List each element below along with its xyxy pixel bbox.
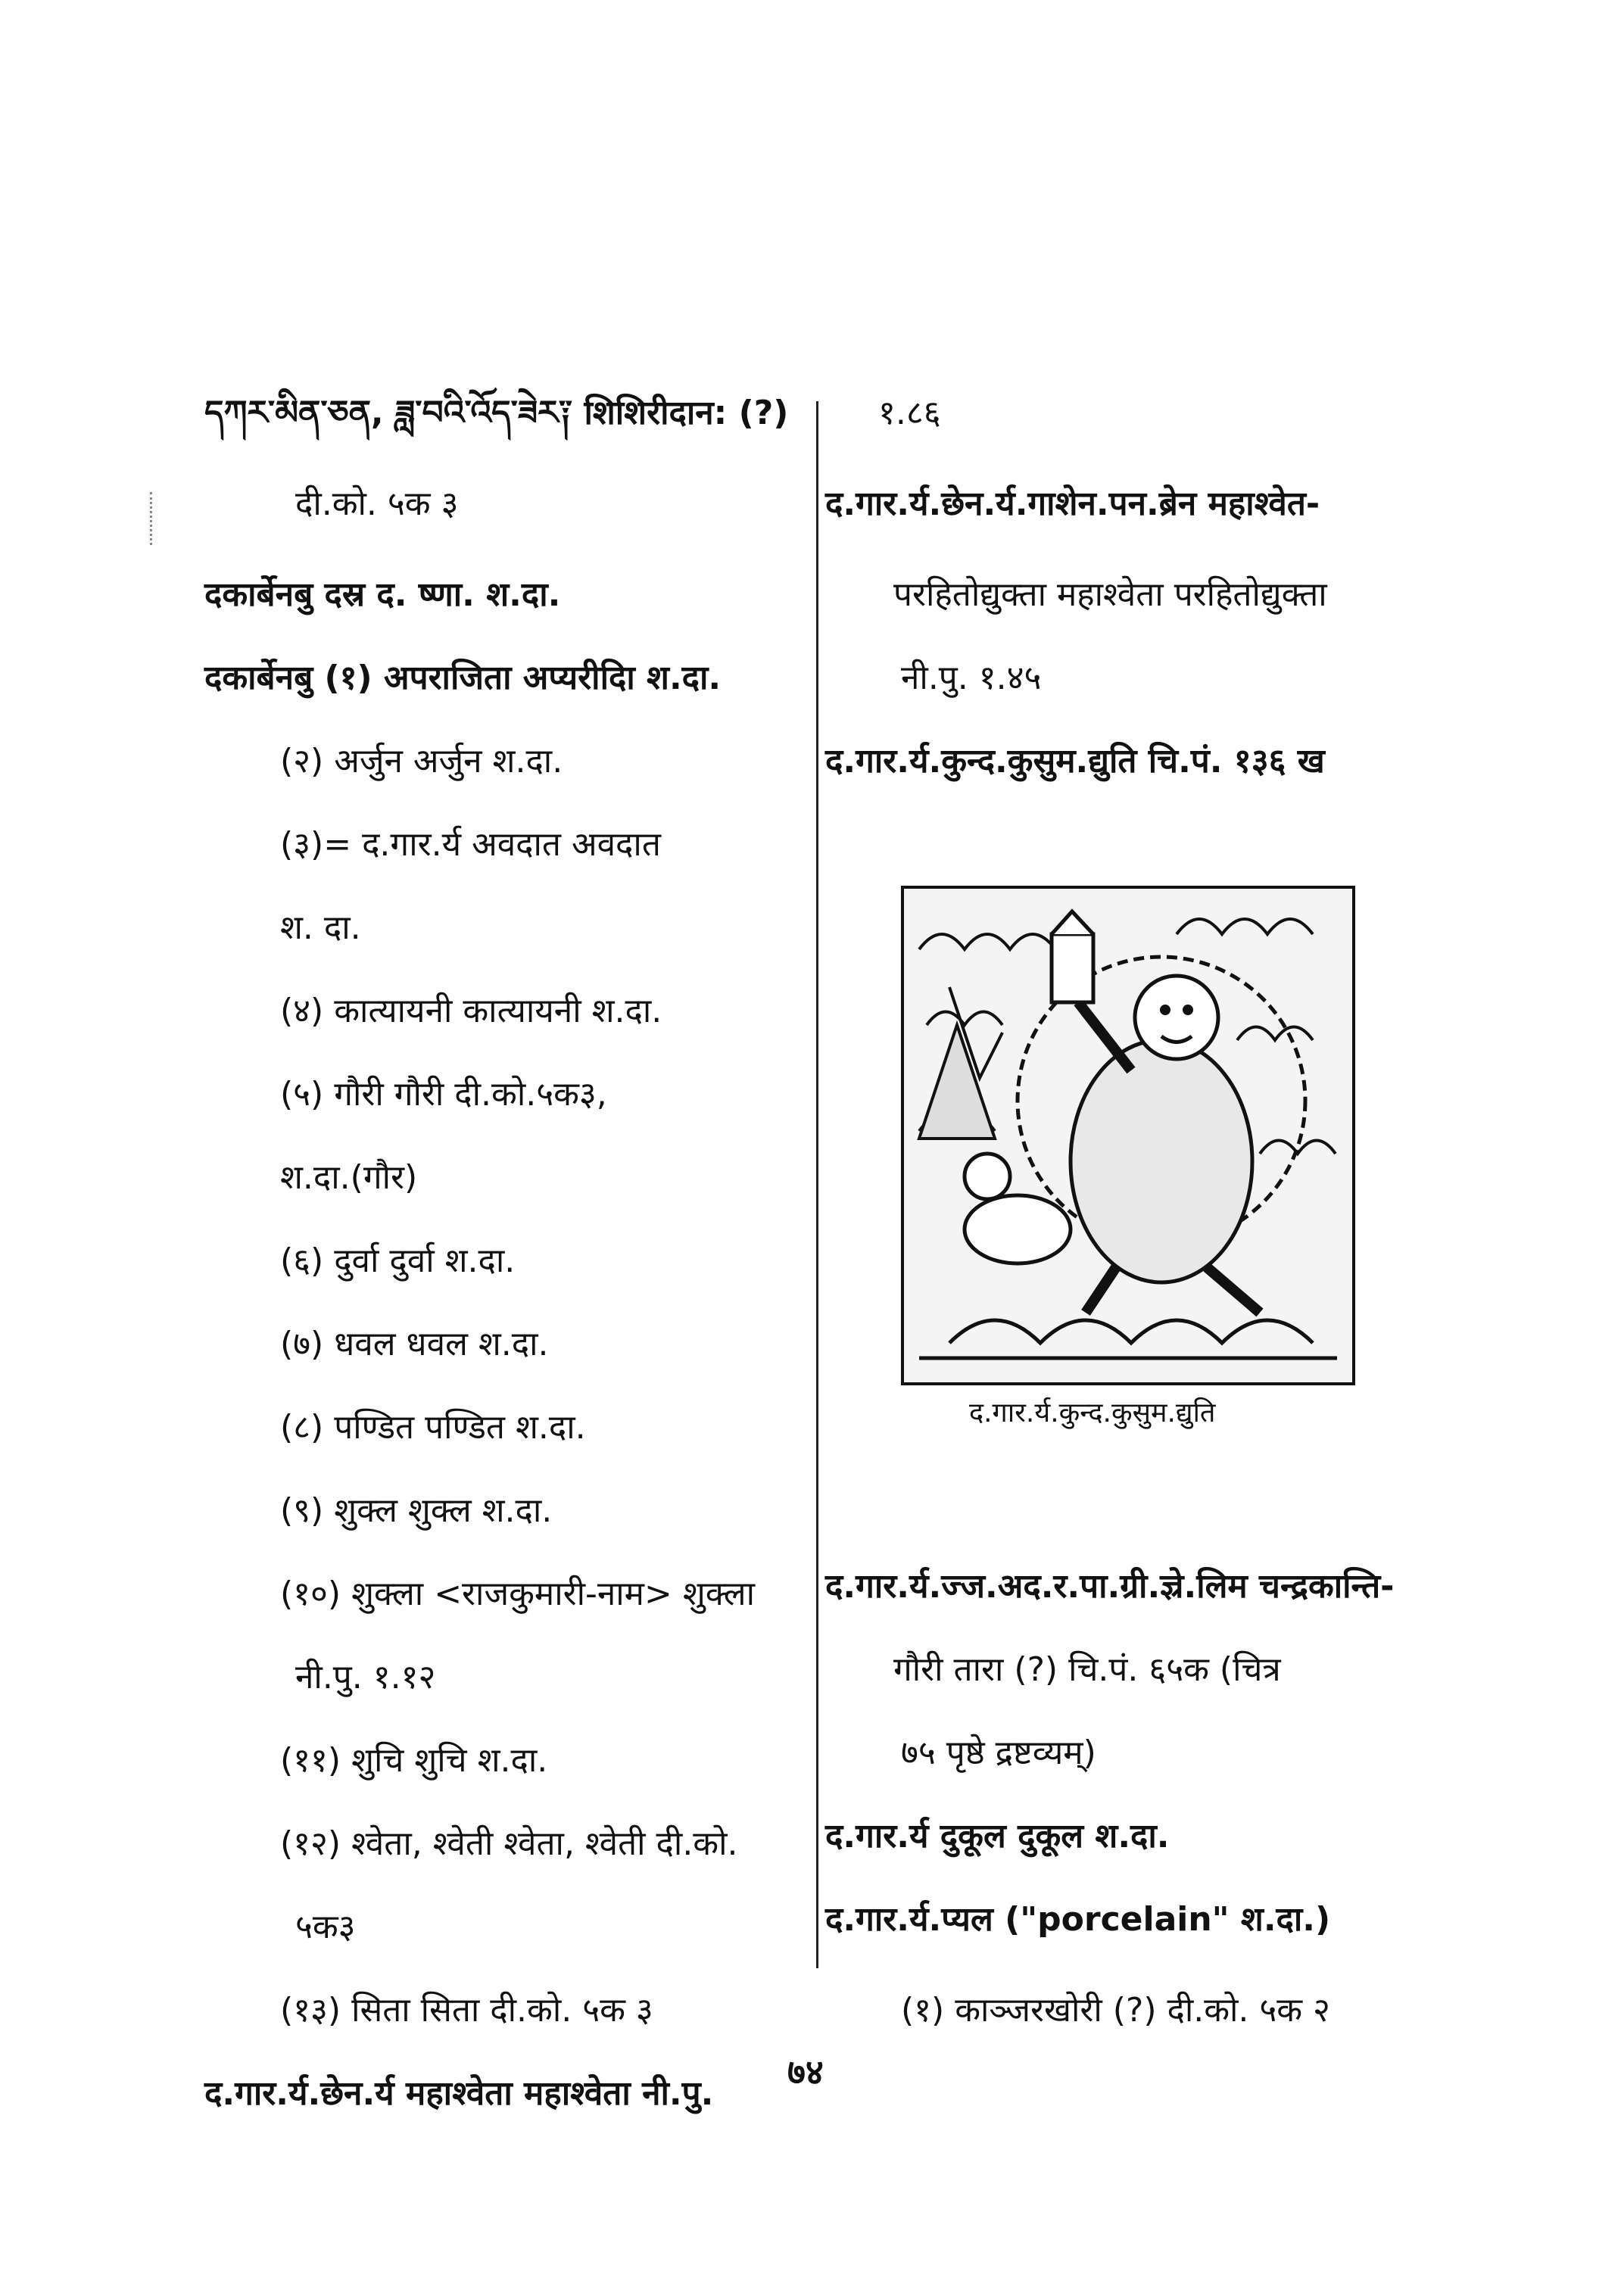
entry-line: (४) कात्यायनी कात्यायनी श.दा. <box>280 992 662 1030</box>
entry-line: (१) काञ्जरखोरी (?) दी.को. ५क २ <box>901 1991 1330 2030</box>
column-divider <box>816 401 818 1968</box>
entry-line: द.गार.र्य.छेन.र्य महाश्वेता महाश्वेता नी.पु. <box>204 2074 714 2113</box>
entry-line: ५क३ <box>295 1908 356 1946</box>
entry-line: (७) धवल धवल श.दा. <box>280 1325 549 1363</box>
entry-line: द.गार.र्य.प्यल ("porcelain" श.दा.) <box>825 1900 1331 1939</box>
entry-line: नी.पु. १.१२ <box>295 1658 436 1696</box>
entry-line: (२) अर्जुन अर्जुन श.दा. <box>280 742 563 780</box>
entry-line: १.८६ <box>878 394 941 432</box>
entry-line: द.गार.र्य.ज्ज.अद.र.पा.ग्री.ज्ञ्रे.लिम चन्द्रकान्ति- <box>825 1567 1395 1606</box>
entry-line: (११) शुचि शुचि श.दा. <box>280 1741 548 1780</box>
entry-line: (१३) सिता सिता दी.को. ५क ३ <box>280 1991 653 2030</box>
entry-line: (१०) शुक्ला <राजकुमारी-नाम> शुक्ला <box>280 1575 755 1613</box>
entry-line: परहितोद्युक्ता महाश्वेता परहितोद्युक्ता <box>893 575 1327 614</box>
entry-line: द.गार.र्य.कुन्द.कुसुम.द्युति चि.पं. १३६ ख <box>825 742 1325 780</box>
entry-line: (५) गौरी गौरी दी.को.५क३, <box>280 1075 607 1114</box>
scan-edge-marks <box>150 492 155 545</box>
entry-line: दकार्बेनबु दस्र द. ष्णा. श.दा. <box>204 575 561 614</box>
entry-line: (६) दुर्वा दुर्वा श.दा. <box>280 1242 516 1280</box>
entry-line: (८) पण्डित पण्डित श.दा. <box>280 1408 586 1447</box>
entry-line: दकार्बेनबु (१) अपराजिता अप्यरीदिा श.दा. <box>204 659 722 697</box>
entry-line: (३)= द.गार.र्य अवदात अवदात <box>280 825 661 864</box>
page-number: ७४ <box>787 2052 824 2092</box>
entry-line: श. दा. <box>280 908 361 947</box>
entry-line: དཀར་མིན་ཅན, ཟླ་བའི་འོད་ཟེར༑ शिशिरीदान: (?) <box>204 394 789 432</box>
entry-line: द.गार.र्य.छेन.र्य.गाशेन.पन.ब्रेन महाश्वेत- <box>825 484 1320 523</box>
deity-illustration-drawing <box>904 889 1352 1382</box>
entry-line: द.गार.र्य दुकूल दुकूल श.दा. <box>825 1817 1170 1855</box>
entry-line: श.दा.(गौर) <box>280 1158 418 1197</box>
entry-line: दी.को. ५क ३ <box>295 484 459 523</box>
deity-illustration <box>901 886 1355 1385</box>
entry-line: (९) शुक्ल शुक्ल श.दा. <box>280 1491 553 1530</box>
entry-line: नी.पु. १.४५ <box>901 659 1042 697</box>
figure-caption: द.गार.र्य.कुन्द.कुसुम.द्युति <box>969 1397 1216 1428</box>
entry-line: ७५ पृष्ठे द्रष्टव्यम्) <box>901 1734 1096 1772</box>
entry-line: गौरी तारा (?) चि.पं. ६५क (चित्र <box>893 1650 1281 1689</box>
entry-line: (१२) श्वेता, श्वेती श्वेता, श्वेती दी.को. <box>280 1824 738 1863</box>
